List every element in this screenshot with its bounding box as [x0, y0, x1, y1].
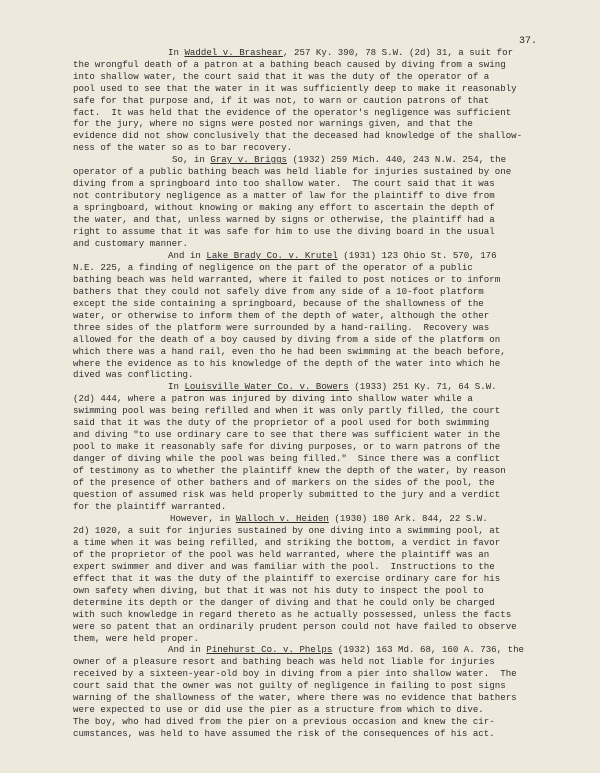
text-line: [73, 441, 500, 453]
text-span: bathers that they could not safely dive from any side of a 10-foot platform: [73, 286, 484, 297]
text-line: [73, 310, 489, 322]
text-span: expert swimmer and diver and was familiar with the pool. Instructions to the: [73, 561, 495, 572]
text-span: right to assume that it was safe for him to use the diving board in the usual: [73, 226, 495, 237]
text-line: [73, 680, 506, 692]
text-span: (1933) 251 Ky. 71, 64 S.W.: [348, 381, 497, 392]
text-line: [73, 453, 500, 465]
text-span: (1932) 259 Mich. 440, 243 N.W. 254, the: [287, 154, 507, 165]
text-line: [73, 477, 495, 489]
text-span: (2d) 444, where a patron was injured by diving into shallow water while a: [73, 393, 473, 404]
case-name: Pinehurst Co. v. Phelps: [206, 644, 333, 655]
text-line: [73, 692, 517, 704]
text-span: were expected to use or did use the pier as a structure from which to dive.: [73, 704, 484, 715]
text-span: were so patent that an ordinarily prudent person could not have failed to observe: [73, 621, 517, 632]
text-span: operator of a public bathing beach was held liable for injuries sustained by one: [73, 166, 512, 177]
case-name: Waddel v. Brashear: [184, 47, 284, 58]
text-line: [73, 465, 506, 477]
text-line: [73, 597, 495, 609]
text-span: own safety when diving, but that it was not his duty to inspect the pool to: [73, 585, 484, 596]
text-span: except the side containing a springboard, because of the shallowness of the: [73, 298, 484, 309]
text-line: [168, 250, 497, 262]
text-span: and customary manner.: [73, 238, 189, 249]
case-name: Louisville Water Co. v. Bowers: [184, 381, 349, 392]
text-line: [73, 190, 495, 202]
text-span: However, in: [170, 513, 236, 524]
text-span: for the jury, where no signs were posted nor warnings given, and that the: [73, 118, 473, 129]
text-line: [73, 704, 484, 716]
text-line: [73, 202, 495, 214]
text-span: into shallow water, the court said that it was the duty of the operator of a: [73, 71, 490, 82]
text-span: and diving "to use ordinary care to see that there was sufficient water in the: [73, 429, 501, 440]
text-span: for the plaintiff warranted.: [73, 501, 227, 512]
text-span: said that it was the duty of the proprietor of a pool used for both swimming: [73, 417, 490, 428]
text-line: [73, 501, 226, 513]
text-line: [73, 369, 194, 381]
text-line: [168, 381, 497, 393]
text-span: water, or otherwise to inform them of the depth of water, although the other: [73, 310, 490, 321]
text-line: [73, 609, 511, 621]
text-span: allowed for the death of a boy caused by diving from a side of the platform on: [73, 334, 501, 345]
page-number: 37.: [519, 36, 538, 47]
text-span: of the proprietor of the pool was held warranted, where the plaintiff was an: [73, 549, 490, 560]
text-line: [73, 118, 473, 130]
text-line: [73, 83, 517, 95]
text-line: [73, 214, 495, 226]
text-line: [73, 142, 292, 154]
text-span: the water, and that, unless warned by signs or otherwise, the plaintiff had a: [73, 214, 495, 225]
text-line: [168, 47, 513, 59]
case-name: Lake Brady Co. v. Krutel: [206, 250, 338, 261]
text-span: swimming pool was being refilled and when it was only partly filled, the court: [73, 405, 501, 416]
text-span: bathing beach was held warranted, where it failed to post notices or to inform: [73, 274, 501, 285]
text-line: [73, 489, 500, 501]
text-line: [73, 71, 489, 83]
text-span: not contributory negligence as a matter of law for the plaintiff to dive from: [73, 190, 495, 201]
text-span: In: [168, 47, 185, 58]
text-line: [73, 274, 500, 286]
text-span: In: [168, 381, 185, 392]
text-line: [73, 716, 495, 728]
text-line: [73, 585, 484, 597]
text-line: [73, 95, 489, 107]
text-span: pool used to see that the water in it was sufficiently deep to make it reasonably: [73, 83, 517, 94]
text-span: of testimony as to whether the plaintiff knew the depth of the water, by reason: [73, 465, 506, 476]
text-span: question of assumed risk was held properly submitted to the jury and a verdict: [73, 489, 501, 500]
text-span: The boy, who had dived from the pier on a previous occasion and knew the cir-: [73, 716, 495, 727]
text-line: [73, 298, 484, 310]
case-name: Walloch v. Heiden: [235, 513, 329, 524]
text-span: danger of diving while the pool was being filled." Since there was a conflict: [73, 453, 501, 464]
text-span: with such knowledge in regard thereto as he actually possessed, unless the facts: [73, 609, 512, 620]
text-line: [73, 262, 473, 274]
text-span: (1931) 123 Ohio St. 570, 176: [337, 250, 497, 261]
text-line: [73, 346, 506, 358]
text-line: [73, 226, 495, 238]
text-span: warning of the shallowness of the water, where there was no evidence that bathers: [73, 692, 517, 703]
text-line: [73, 656, 495, 668]
text-span: court said that the owner was not guilty of negligence in failing to post signs: [73, 680, 506, 691]
text-span: N.E. 225, a finding of negligence on the part of the operator of a public: [73, 262, 473, 273]
text-span: ness of the water so as to bar recovery.: [73, 142, 293, 153]
text-span: a springboard, without knowing or making any effort to ascertain the depth of: [73, 202, 495, 213]
text-line: [73, 621, 517, 633]
text-span: (1932) 163 Md. 68, 160 A. 736, the: [332, 644, 525, 655]
text-span: And in: [168, 250, 207, 261]
text-line: [73, 393, 473, 405]
text-span: of the presence of other bathers and of markers on the sides of the pool, the: [73, 477, 495, 488]
text-line: [73, 573, 500, 585]
text-span: And in: [168, 644, 207, 655]
text-span: (1930) 180 Ark. 844, 22 S.W.: [328, 513, 488, 524]
text-span: 2d) 1020, a suit for injuries sustained by one diving into a swimming pool, at: [73, 525, 501, 536]
text-span: evidence did not show conclusively that the deceased had knowledge of the shallow-: [73, 130, 523, 141]
text-span: cumstances, was held to have assumed the risk of the consequences of his act.: [73, 728, 495, 739]
text-line: [170, 513, 488, 525]
text-span: the wrongful death of a patron at a bathing beach caused by diving from a swing: [73, 59, 506, 70]
text-span: received by a sixteen-year-old boy in diving from a pier into shallow water. The: [73, 668, 517, 679]
text-line: [73, 166, 511, 178]
text-line: [73, 59, 506, 71]
text-line: [73, 429, 500, 441]
text-span: fact. It was held that the evidence of the operator's negligence was sufficient: [73, 107, 512, 118]
text-span: So, in: [172, 154, 211, 165]
text-line: [172, 154, 506, 166]
text-span: where the evidence as to his knowledge of the depth of the water into which he: [73, 358, 501, 369]
text-line: [73, 728, 495, 740]
text-span: owner of a pleasure resort and bathing beach was held not liable for injuries: [73, 656, 495, 667]
text-span: safe for that purpose and, if it was not, to warn or caution patrons of that: [73, 95, 490, 106]
text-line: [73, 549, 489, 561]
text-span: effect that it was the duty of the plaintiff to exercise ordinary care for his: [73, 573, 501, 584]
text-line: [73, 537, 500, 549]
text-span: dived was conflicting.: [73, 369, 194, 380]
text-span: diving from a springboard into too shallow water. The court said that it was: [73, 178, 495, 189]
text-span: pool to make it reasonably safe for diving purposes, or to warn patrons of the: [73, 441, 501, 452]
text-span: them, were held proper.: [73, 633, 199, 644]
text-line: [73, 417, 489, 429]
text-span: which there was a hand rail, even tho he had been swimming at the beach before,: [73, 346, 506, 357]
text-line: [168, 644, 524, 656]
text-span: , 257 Ky. 390, 78 S.W. (2d) 31, a suit for: [283, 47, 514, 58]
text-line: [73, 525, 500, 537]
text-line: [73, 668, 517, 680]
text-line: [73, 286, 484, 298]
text-span: a time when it was being refilled, and striking the bottom, a verdict in favor: [73, 537, 501, 548]
text-span: three sides of the platform were surrounded by a hand-railing. Recovery was: [73, 322, 490, 333]
text-line: [73, 322, 489, 334]
text-line: [73, 238, 188, 250]
case-name: Gray v. Briggs: [210, 154, 288, 165]
text-line: [73, 130, 522, 142]
text-line: [73, 561, 495, 573]
text-line: [73, 178, 495, 190]
text-line: [73, 405, 500, 417]
text-span: determine its depth or the danger of diving and that he could only be charged: [73, 597, 495, 608]
text-line: [73, 334, 500, 346]
